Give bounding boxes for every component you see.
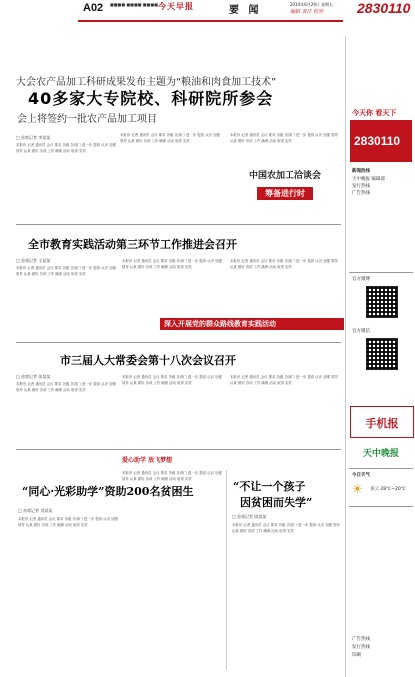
sidebar-promo-number: 2830110 <box>354 134 401 148</box>
story5-headline-line1: “不让一个孩子 <box>233 480 306 493</box>
story2-column-1: 本报讯 记者 通讯员 会议 要求 各级 各部门 进一步 提高 认识 加强 领导 认真 做好 各项 工作 确保 活动 取得 实效 <box>16 266 116 276</box>
sidebar-footer-1: 广告热线 <box>352 637 370 642</box>
story4-byline: □ 首席记者 刘某某 <box>18 508 53 513</box>
column-divider <box>226 470 227 670</box>
lead-headline: 40多家大专院校、科研院所参会 <box>28 89 274 108</box>
sidebar-promo-green-text: 天中晚报 <box>362 449 399 459</box>
wechat-qr-code <box>366 338 398 370</box>
lead-banner-line1: 中国农加工洽谈会 <box>248 171 321 181</box>
sidebar-contact-1: 天中晚报 编辑部 <box>352 177 385 182</box>
masthead <box>0 0 415 36</box>
sun-icon: ☀ <box>352 482 363 496</box>
sidebar-footer-3: 印刷 <box>352 653 361 658</box>
story4-column-2: 本报讯 记者 通讯员 会议 要求 各级 各部门 进一步 提高 认识 加强 领导 认真 做好 各项 工作 确保 活动 取得 实效 <box>122 471 222 481</box>
story3-column-2: 本报讯 记者 通讯员 会议 要求 各级 各部门 进一步 提高 认识 加强 领导 认真 做好 各项 工作 确保 活动 取得 实效 <box>122 375 222 385</box>
paper-logo: 今天早报 <box>158 1 194 11</box>
issue-date: 2014年6月29日 星期五 <box>290 2 334 7</box>
story3-byline: □ 首席记者 张某某 <box>16 374 51 379</box>
sidebar-hotline-label: 新闻热线 <box>352 169 370 174</box>
lead-banner <box>240 168 330 204</box>
lead-column-1: 本报讯 记者 通讯员 会议 要求 各级 各部门 进一步 提高 认识 加强 领导 认真 做好 各项 工作 确保 活动 取得 实效 <box>16 143 116 153</box>
sidebar-top-label: 今天你 看天下 <box>352 109 397 117</box>
story3-column-3: 本报讯 记者 通讯员 会议 要求 各级 各部门 进一步 提高 认识 加强 领导 认真 做好 各项 工作 确保 活动 取得 实效 <box>230 375 338 385</box>
story4-headline: “同心·光彩助学”资助200名贫困生 <box>22 485 194 498</box>
story4-column-1: 本报讯 记者 通讯员 会议 要求 各级 各部门 进一步 提高 认识 加强 领导 认真 做好 各项 工作 确保 活动 取得 实效 <box>18 517 118 527</box>
sidebar-wechat-label: 官方微信 <box>352 329 370 334</box>
lead-kicker: 大会农产品加工科研成果发布主题为“粮油和肉食加工技术” <box>16 77 277 88</box>
sidebar-contact-2: 发行热线 <box>352 184 370 189</box>
divider <box>16 449 341 450</box>
story2-banner: 深入开展党的群众路线教育实践活动 <box>160 318 344 330</box>
sidebar-weibo-label: 官方微博 <box>352 277 370 282</box>
story5-column: 本报讯 记者 通讯员 会议 要求 各级 各部门 进一步 提高 认识 加强 领导 认真 做好 各项 工作 确保 活动 取得 实效 <box>232 523 340 533</box>
lead-byline: □ 首席记者 李某某 <box>16 135 51 140</box>
sidebar-footer-2: 发行热线 <box>352 645 370 650</box>
sidebar-divider <box>349 272 413 273</box>
sidebar-weather-label: 今日天气 <box>352 473 370 478</box>
sidebar-divider <box>349 506 413 507</box>
story5-byline: □ 首席记者 陈某某 <box>232 514 267 519</box>
story3-headline: 市三届人大常委会第十八次会议召开 <box>60 354 236 367</box>
lead-subhead: 会上将签约一批农产品加工项目 <box>17 114 157 125</box>
story2-column-2: 本报讯 记者 通讯员 会议 要求 各级 各部门 进一步 提高 认识 加强 领导 认真 做好 各项 工作 确保 活动 取得 实效 <box>122 259 222 269</box>
sidebar-weather-text: 多云 28℃~20℃ <box>370 487 406 492</box>
sidebar-contact-3: 广告热线 <box>352 191 370 196</box>
logo-110: 2830110 <box>357 0 411 16</box>
divider <box>16 342 341 343</box>
story2-byline: □ 首席记者 王某某 <box>16 258 51 263</box>
issue-editor: 编辑 责任 校对 <box>290 9 324 15</box>
lead-column-3: 本报讯 记者 通讯员 会议 要求 各级 各部门 进一步 提高 认识 加强 领导 认真 做好 各项 工作 确保 活动 取得 实效 <box>230 133 338 143</box>
story3-column-1: 本报讯 记者 通讯员 会议 要求 各级 各部门 进一步 提高 认识 加强 领导 认真 做好 各项 工作 确保 活动 取得 实效 <box>16 382 116 392</box>
sidebar-promo-red <box>350 406 414 438</box>
weibo-qr-code <box>366 286 398 318</box>
sidebar <box>345 36 415 677</box>
story5-headline-line2: 因贫困而失学” <box>240 496 313 509</box>
page-number: A02 <box>83 2 104 14</box>
story2-column-3: 本报讯 记者 通讯员 会议 要求 各级 各部门 进一步 提高 认识 加强 领导 认真 做好 各项 工作 确保 活动 取得 实效 <box>230 259 338 269</box>
masthead-rule <box>78 20 343 22</box>
masthead-small-text: ■■■■ ■■■■ ■■■■ <box>110 2 158 7</box>
sidebar-promo <box>350 120 412 162</box>
sidebar-promo-green <box>350 440 412 464</box>
sidebar-promo-red-text: 手机报 <box>365 417 399 430</box>
section-title: 要 闻 <box>229 5 262 16</box>
lead-banner-line2: 筹备进行时 <box>257 187 313 200</box>
divider <box>16 224 341 225</box>
story2-headline: 全市教育实践活动第三环节工作推进会召开 <box>28 238 237 251</box>
sidebar-divider <box>349 468 413 469</box>
lead-column-2: 本报讯 记者 通讯员 会议 要求 各级 各部门 进一步 提高 认识 加强 领导 认真 做好 各项 工作 确保 活动 取得 实效 <box>120 133 220 143</box>
story4-tag: 爱心助学 放飞梦想 <box>122 457 173 464</box>
